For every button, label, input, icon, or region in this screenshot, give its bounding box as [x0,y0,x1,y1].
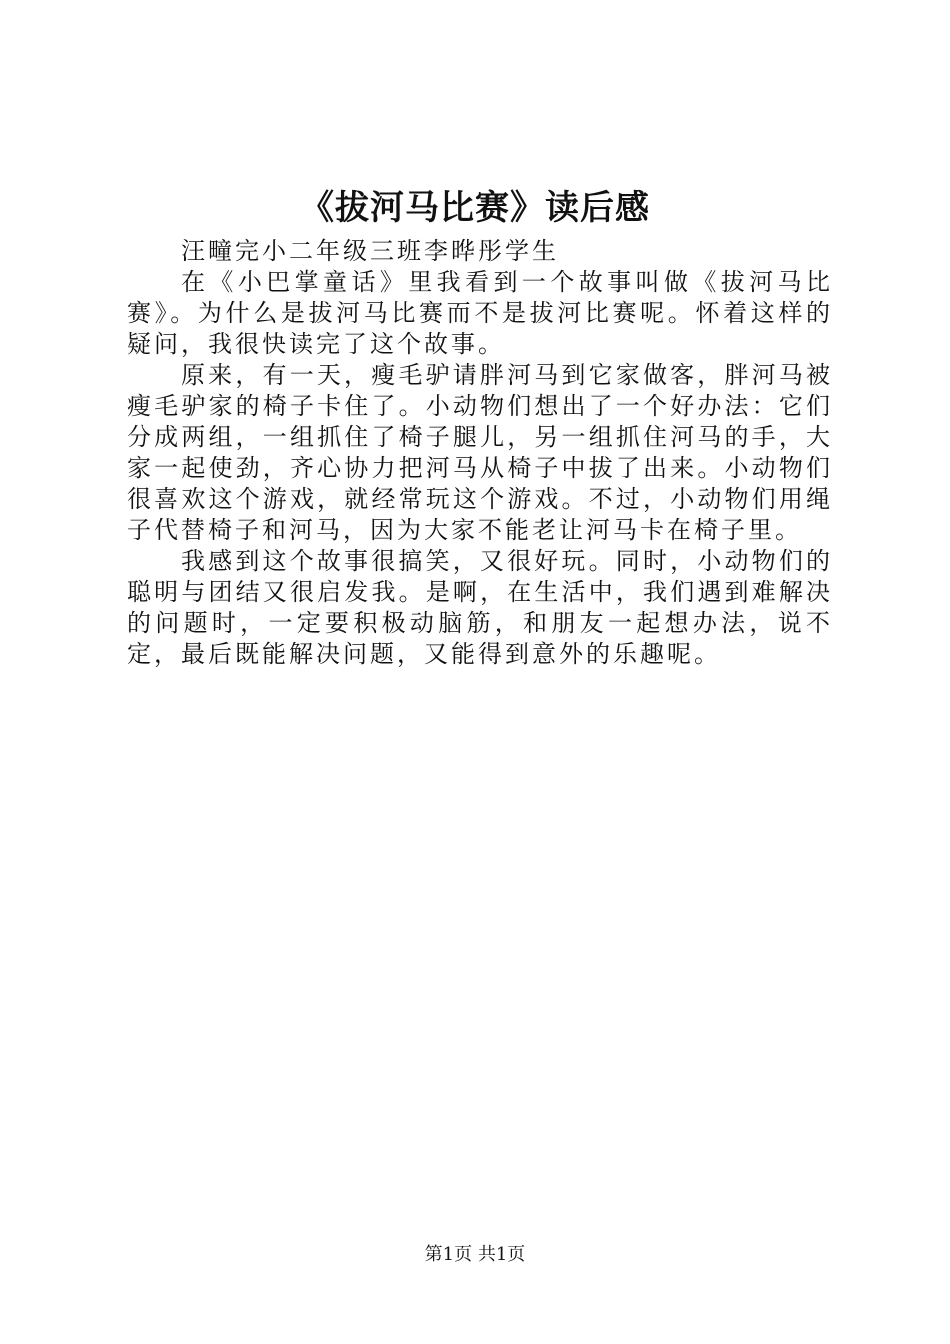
document-title: 《拔河马比赛》读后感 [300,188,650,228]
document-body [127,236,833,670]
paragraph-1: 在《小巴掌童话》里我看到一个故事叫做《拔河马比赛》。为什么是拔河马比赛而不是拔河比赛呢。怀着这样的疑问，我很快读完了这个故事。 [127,268,833,358]
page-footer: 第1页 共1页 [424,1244,526,1265]
author-line: 汪疃完小二年级三班李晔彤学生 [181,237,559,265]
paragraph-2: 原来，有一天，瘦毛驴请胖河马到它家做客，胖河马被瘦毛驴家的椅子卡住了。小动物们想出了一个好办法：它们分成两组，一组抓住了椅子腿儿，另一组抓住河马的手，大家一起使劲，齐心协力把河马从椅子中拔了出来。小动物们很喜欢这个游戏，就经常玩这个游戏。不过，小动物们用绳子代替椅子和河马，因为大家不能老让河马卡在椅子里。 [127,361,833,544]
paragraph-3: 我感到这个故事很搞笑，又很好玩。同时，小动物们的聪明与团结又很启发我。是啊，在生活中，我们遇到难解决的问题时，一定要积极动脑筋，和朋友一起想办法，说不定，最后既能解决问题，又能得到意外的乐趣呢。 [127,547,833,668]
